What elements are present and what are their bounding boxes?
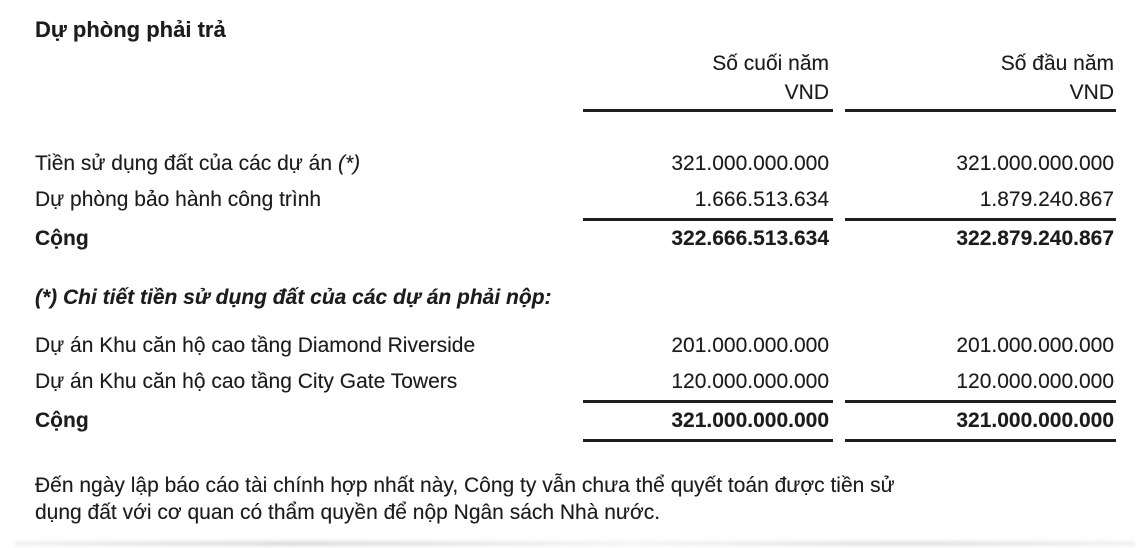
row-label: Dự án Khu căn hộ cao tầng Diamond Riverside	[35, 334, 476, 357]
row-label: Dự phòng bảo hành công trình	[35, 188, 322, 211]
table-row-city-gate-towers	[35, 364, 1120, 400]
total-end-value-cell: 321.000.000.000	[583, 400, 833, 442]
column-header-end-name: Số cuối năm	[712, 52, 829, 75]
table-row-total-detail	[35, 400, 1120, 442]
column-header-begin-name: Số đầu năm	[1000, 52, 1114, 75]
total-begin-value-cell: 322.879.240.867	[845, 218, 1116, 257]
begin-value-cell: 1.879.240.867	[979, 188, 1114, 211]
table-row-land-use-fee	[35, 146, 1120, 182]
begin-value-cell: 321.000.000.000	[956, 152, 1114, 175]
end-value-cell: 1.666.513.634	[694, 188, 829, 211]
row-label-note: (*)	[338, 152, 361, 175]
column-header-beginning-of-year	[845, 49, 1116, 112]
end-value-cell: 120.000.000.000	[671, 370, 829, 393]
begin-value-cell: 120.000.000.000	[956, 370, 1114, 393]
detail-note: (*) Chi tiết tiền sử dụng đất của các dự án phải nộp:	[35, 286, 552, 309]
row-label	[35, 146, 583, 182]
column-header-row	[35, 49, 1120, 112]
provisions-table	[35, 146, 1120, 257]
page-title: Dự phòng phải trả	[35, 17, 226, 42]
table-row-total-provisions	[35, 218, 1120, 257]
total-label: Cộng	[35, 227, 89, 250]
scan-artifact	[14, 541, 1136, 546]
column-header-end-of-year	[583, 49, 833, 112]
column-header-begin-currency: VND	[1069, 81, 1114, 104]
total-label: Cộng	[35, 409, 89, 432]
table-row-warranty-provision	[35, 182, 1120, 218]
total-begin-value-cell: 321.000.000.000	[845, 400, 1116, 442]
table-row-diamond-riverside	[35, 328, 1120, 364]
end-value-cell: 201.000.000.000	[671, 334, 829, 357]
footnote-line-1: Đến ngày lập báo cáo tài chính hợp nhất này, Công ty vẫn chưa thể quyết toán được tiền sử	[35, 474, 895, 497]
land-use-fee-detail-table	[35, 328, 1120, 442]
begin-value-cell: 201.000.000.000	[956, 334, 1114, 357]
total-end-value-cell: 322.666.513.634	[583, 218, 833, 257]
end-value-cell: 321.000.000.000	[671, 152, 829, 175]
footnote-paragraph	[35, 472, 1120, 526]
footnote-line-2: dụng đất với cơ quan có thẩm quyền để nộp Ngân sách Nhà nước.	[35, 501, 661, 524]
column-header-end-currency: VND	[784, 81, 829, 104]
row-label: Dự án Khu căn hộ cao tầng City Gate Towers	[35, 370, 458, 393]
row-label-text: Tiền sử dụng đất của các dự án	[35, 152, 333, 175]
